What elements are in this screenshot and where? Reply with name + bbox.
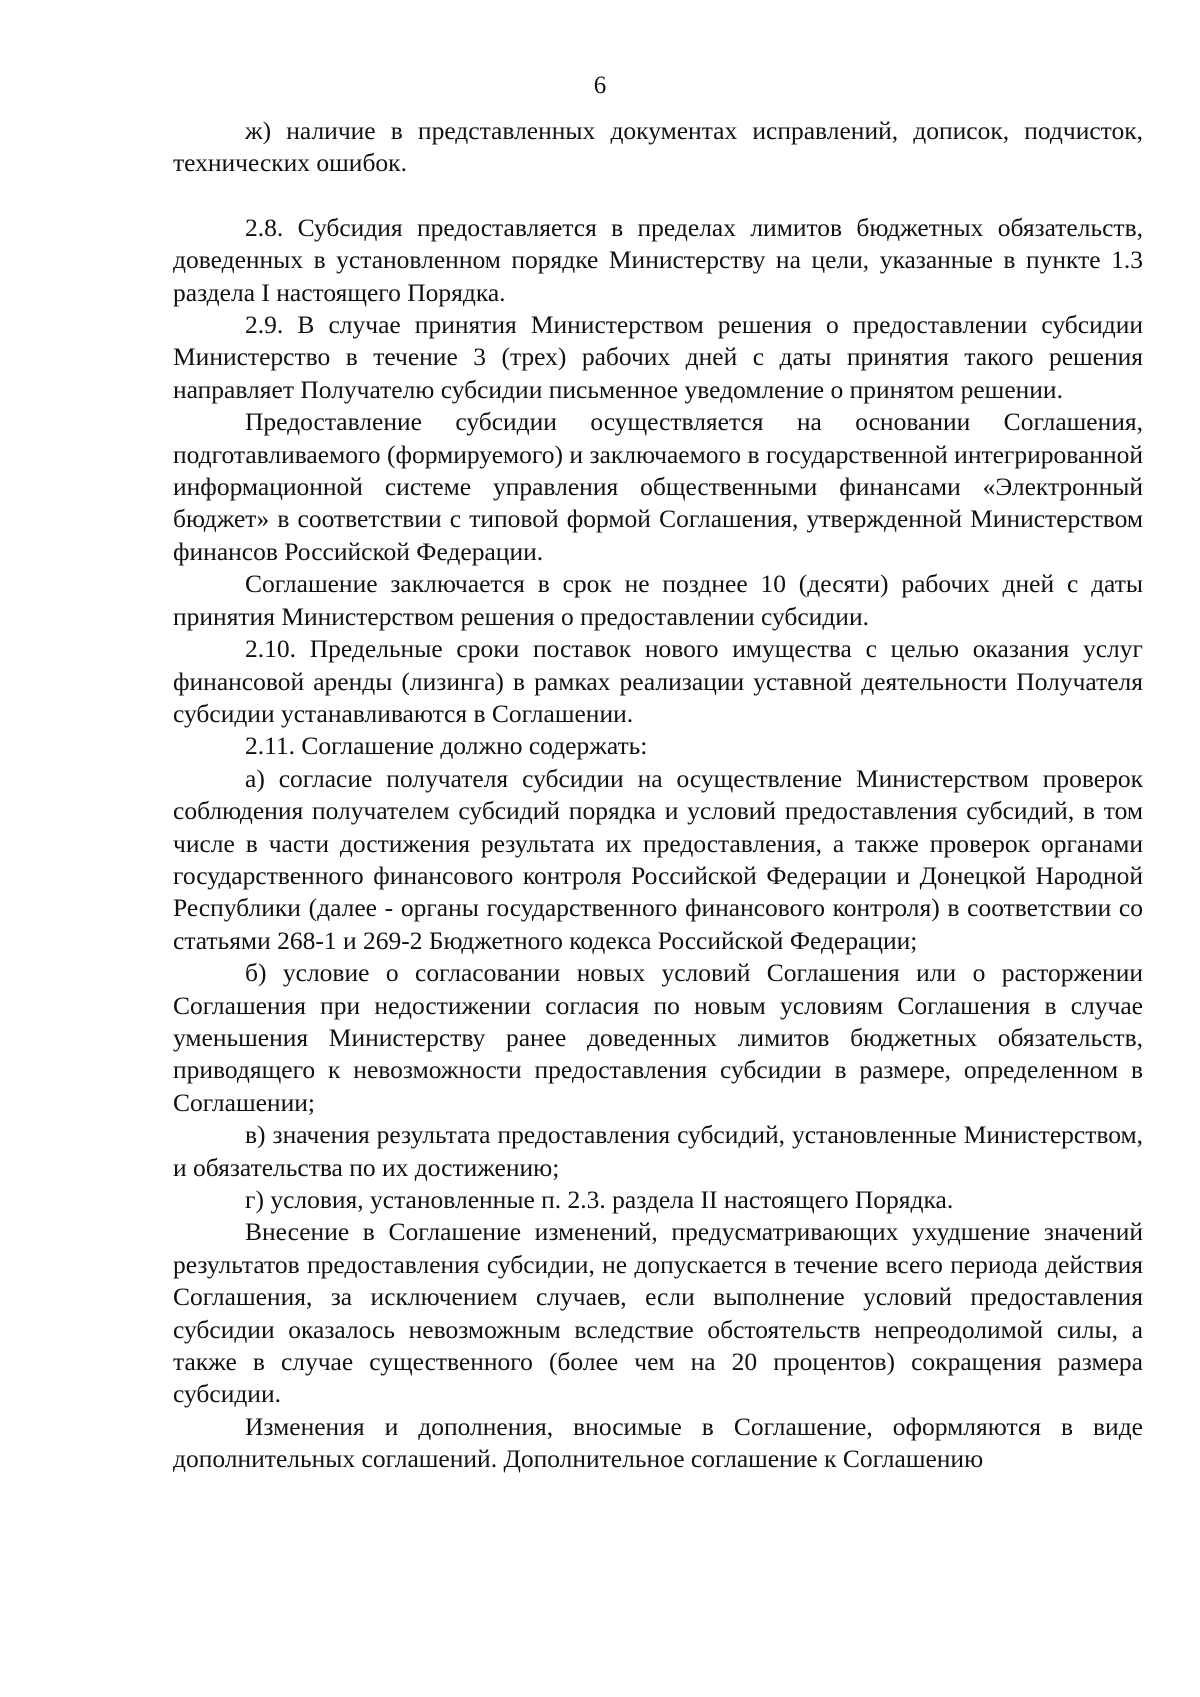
paragraph-2-11: 2.11. Соглашение должно содержать: <box>245 731 648 761</box>
document-body <box>173 115 1143 1476</box>
paragraph-additional-agreements: Изменения и дополнения, вносимые в Соглашение, оформляются в виде дополнительных соглашений. Дополнительное соглашение к Соглашению <box>173 1411 1143 1474</box>
page-number: 6 <box>593 72 607 99</box>
paragraph-2-10: 2.10. Предельные сроки поставок нового имущества с целью оказания услуг финансовой аренды (лизинга) в рамках реализации уставной деятельности Получателя субсидии устанавливаются в Соглашении. <box>173 634 1143 728</box>
paragraph-2-8: 2.8. Субсидия предоставляется в пределах лимитов бюджетных обязательств, доведенных в установленном порядке Министерству на цели, указанные в пункте 1.3 раздела I настоящего Порядка. <box>173 212 1143 307</box>
paragraph-item-g: г) условия, установленные п. 2.3. раздела II настоящего Порядка. <box>245 1185 954 1214</box>
paragraph-agreement-basis: Предоставление субсидии осуществляется на основании Соглашения, подготавливаемого (формируемого) и заключаемого в государственной интегрированной информационной системе управления общественными финансами «Электронный бюджет» в соответствии с типовой формой Соглашения, утвержденной Министерством финансов Российской Федерации. <box>173 407 1143 566</box>
paragraph-item-b: б) условие о согласовании новых условий Соглашения или о расторжении Соглашения при недостижении согласия по новым условиям Соглашения в случае уменьшения Министерству ранее доведенных лимитов бюджетных обязательств, приводящего к невозможности предоставления субсидии в размере, определенном в Соглашении; <box>173 958 1143 1117</box>
paragraph-item-zh: ж) наличие в представленных документах исправлений, дописок, подчисток, технических ошибок. <box>173 116 1143 178</box>
paragraph-item-v: в) значения результата предоставления субсидий, установленные Министерством, и обязательства по их достижению; <box>173 1120 1143 1182</box>
paragraph-item-a: а) согласие получателя субсидии на осуществление Министерством проверок соблюдения получателем субсидий порядка и условий предоставления субсидий, в том числе в части достижения результата их предоставления, а также проверок органами государственного финансового контроля Российской Федерации и Донецкой Народной Республики (далее - органы государственного финансового контроля) в соответствии со статьями 268-1 и 269-2 Бюджетного кодекса Российской Федерации; <box>173 763 1143 955</box>
paragraph-spacer <box>173 180 1143 212</box>
paragraph-agreement-deadline: Соглашение заключается в срок не позднее 10 (десяти) рабочих дней с даты принятия Министерством решения о предоставлении субсидии. <box>173 569 1143 631</box>
paragraph-2-9: 2.9. В случае принятия Министерством решения о предоставлении субсидии Министерство в течение 3 (трех) рабочих дней с даты принятия такого решения направляет Получателю субсидии письменное уведомление о принятом решении. <box>173 310 1143 404</box>
paragraph-amendments: Внесение в Соглашение изменений, предусматривающих ухудшение значений результатов предоставления субсидии, не допускается в течение всего периода действия Соглашения, за исключением случаев, если выполнение условий предоставления субсидии оказалось невозможным вследствие обстоятельств непреодолимой силы, а также в случае существенного (более чем на 20 процентов) сокращения размера субсидии. <box>173 1217 1143 1409</box>
